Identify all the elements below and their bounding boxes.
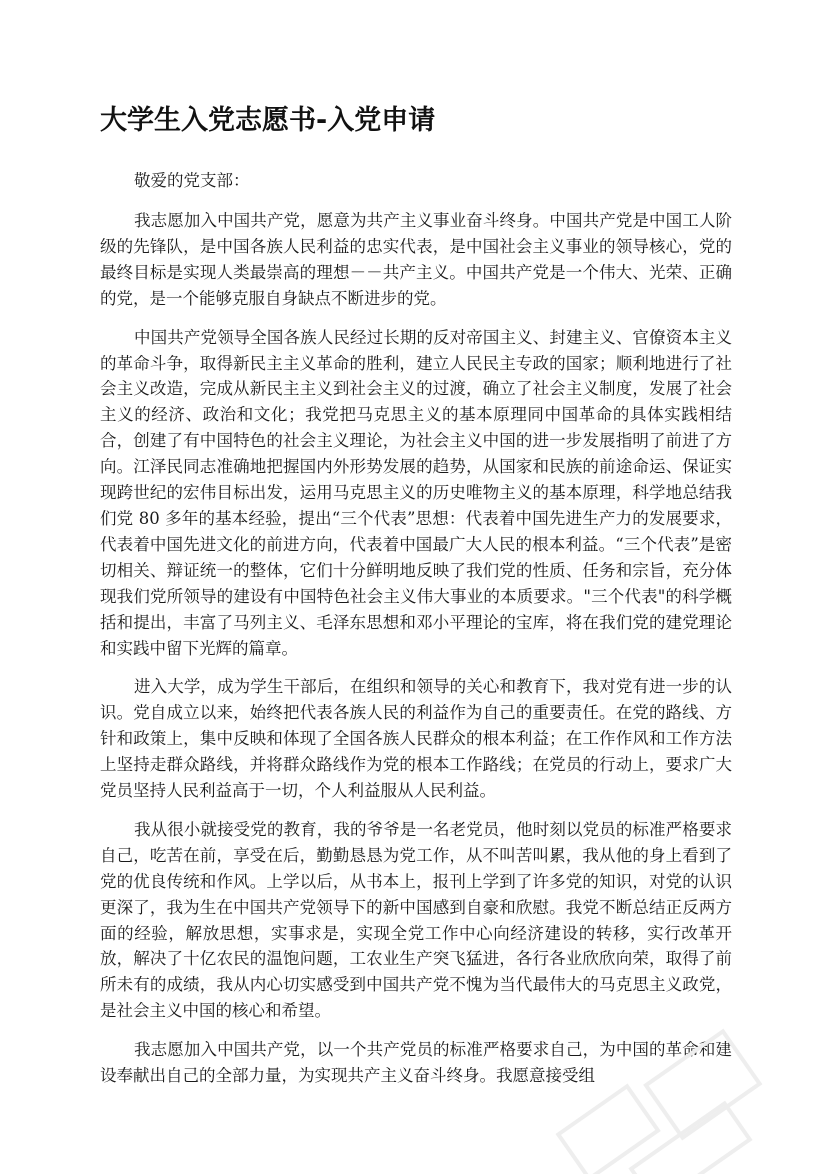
paragraph-1: 我志愿加入中国共产党，愿意为共产主义事业奋斗终身。中国共产党是中国工人阶级的先锋队，是中国各族人民利益的忠实代表，是中国社会主义事业的领导核心，党的最终目标是实现人类最崇高的理想－－共产主义。中国共产党是一个伟大、光荣、正确的党，是一个能够克服自身缺点不断进步的党。	[100, 211, 732, 308]
document-title: 大学生入党志愿书-入党申请	[100, 105, 436, 136]
paragraph-5: 我志愿加入中国共产党，以一个共产党员的标准严格要求自己，为中国的革命和建设奉献出自己的全部力量，为实现共产主义奋斗终身。我愿意接受组	[100, 1040, 732, 1086]
salutation: 敬爱的党支部：	[134, 171, 250, 190]
paragraph-2: 中国共产党领导全国各族人民经过长期的反对帝国主义、封建主义、官僚资本主义的革命斗争，取得新民主主义革命的胜利，建立人民民主专政的国家；顺利地进行了社会主义改造，完成从新民主主义到社会主义的过渡，确立了社会主义制度，发展了社会主义的经济、政治和文化；我党把马克思主义的基本原理同中国革命的具体实践相结合，创建了有中国特色的社会主义理论，为社会主义中国的进一步发展指明了前进了方向。江泽民同志准确地把握国内外形势发展的趋势，从国家和民族的前途命运、保证实现跨世纪的宏伟目标出发，运用马克思主义的历史唯物主义的基本原理，科学地总结我们党 80 多年的基本经验，提出“三个代表”思想：代表着中国先进生产力的发展要求，代表着中国先进文化的前进方向，代表着中国最广大人民的根本利益。“三个代表”是密切相关、辩证统一的整体，它们十分鲜明地反映了我们党的性质、任务和宗旨，充分体现我们党所领导的建设有中国特色社会主义伟大事业的本质要求。"三个代表"的科学概括和提出，丰富了马列主义、毛泽东思想和邓小平理论的宝库，将在我们党的建党理论和实践中留下光辉的篇章。	[100, 327, 732, 658]
paragraph-4: 我从很小就接受党的教育，我的爷爷是一名老党员，他时刻以党员的标准严格要求自己，吃苦在前，享受在后，勤勤恳恳为党工作，从不叫苦叫累，我从他的身上看到了党的优良传统和作风。上学以后，从书本上，报刊上学到了许多党的知识，对党的认识更深了，我为生在中国共产党领导下的新中国感到自豪和欣慰。我党不断总结正反两方面的经验，解放思想，实事求是，实现全党工作中心向经济建设的转移，实行改革开放，解决了十亿农民的温饱问题，工农业生产突飞猛进，各行各业欣欣向荣，取得了前所未有的成绩，我从内心切实感受到中国共产党不愧为当代最伟大的马克思主义政党，是社会主义中国的核心和希望。	[100, 819, 732, 1021]
document-body	[100, 168, 732, 1102]
paragraph-3: 进入大学，成为学生干部后，在组织和领导的关心和教育下，我对党有进一步的认识。党自成立以来，始终把代表各族人民的利益作为自己的重要责任。在党的路线、方针和政策上，集中反映和体现了全国各族人民群众的根本利益；在工作作风和工作方法上坚持走群众路线，并将群众路线作为党的根本工作路线；在党员的行动上，要求广大党员坚持人民利益高于一切，个人利益服从人民利益。	[100, 677, 732, 801]
